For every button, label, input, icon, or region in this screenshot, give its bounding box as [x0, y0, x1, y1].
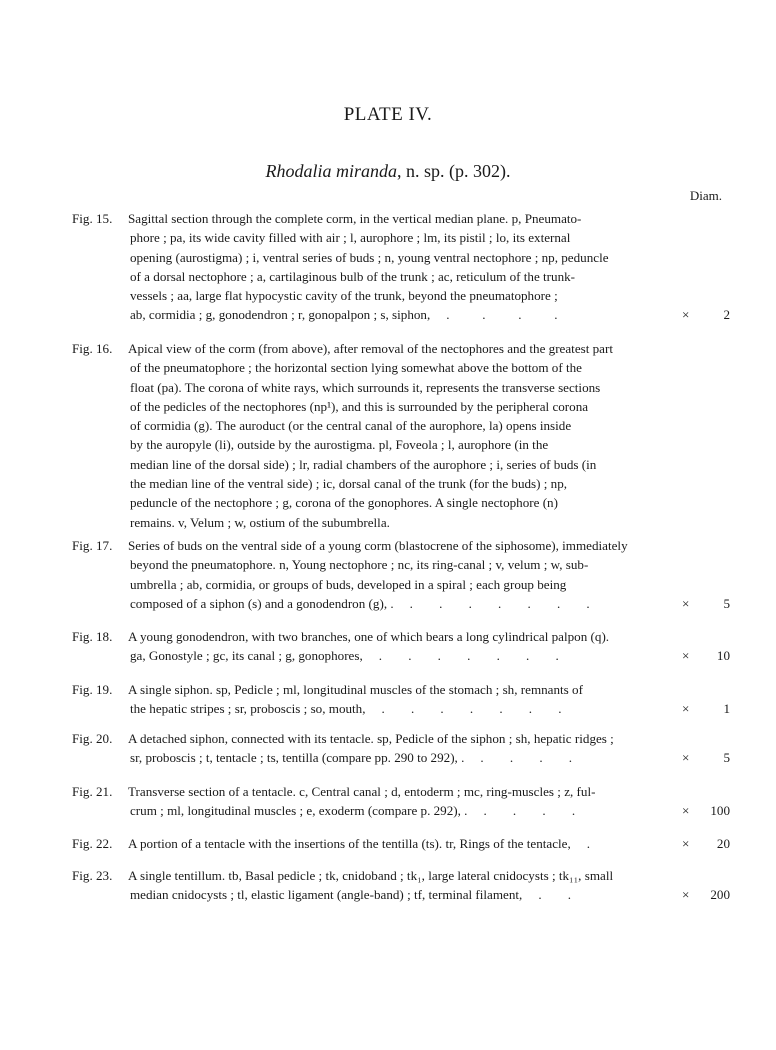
- figure-line: [72, 575, 730, 594]
- figure-line: [72, 378, 730, 397]
- figure-16: [72, 339, 730, 532]
- figure-caption-text: A single siphon. sp, Pedicle ; ml, longitudinal muscles of the stomach ; sh, remnants of: [128, 682, 583, 697]
- figure-caption-text: ga, Gonostyle ; gc, its canal ; g, gonophores,: [130, 648, 363, 664]
- figure-line: [72, 627, 730, 646]
- figure-caption-text: by the auropyle (li), outside by the aurostigma. pl, Foveola ; l, aurophore (in the: [130, 437, 549, 453]
- leader-dots: . . . .: [483, 803, 576, 819]
- magnification-value: 1: [723, 701, 730, 717]
- figure-label: Fig. 17.: [72, 538, 113, 553]
- times-sign: ×: [682, 836, 690, 851]
- figure-23: [72, 866, 730, 905]
- figure-caption-text: of the pedicles of the nectophores (np¹), and this is surrounded by the peripheral corona: [130, 398, 589, 414]
- figure-line: [72, 493, 730, 512]
- magnification: [682, 699, 730, 718]
- figure-line: [72, 536, 730, 555]
- figure-caption-text: A portion of a tentacle with the insertions of the tentilla (ts). tr, Rings of the tentacle,: [128, 836, 571, 851]
- figure-line: [72, 416, 730, 435]
- magnification: [682, 834, 730, 853]
- times-sign: ×: [682, 595, 690, 611]
- magnification-value: 5: [723, 750, 730, 766]
- figure-line: [72, 267, 730, 286]
- figure-caption-text: of cormidia (g). The auroduct (or the central canal of the aurophore, la) opens inside: [130, 418, 572, 434]
- figure-line: [72, 248, 730, 267]
- figure-line: [72, 729, 730, 748]
- figure-label: Fig. 15.: [72, 211, 113, 226]
- leader-dots: . . . .: [446, 307, 558, 323]
- plate-title: PLATE IV.: [343, 104, 433, 125]
- figure-line: [72, 555, 730, 574]
- figure-line: [72, 782, 730, 801]
- figure-line: [72, 748, 730, 767]
- times-sign: ×: [682, 307, 690, 323]
- figure-caption-text: crum ; ml, longitudinal muscles ; e, exoderm (compare p. 292), .: [130, 803, 468, 819]
- magnification: [682, 646, 730, 665]
- figure-line: [72, 209, 730, 228]
- figure-caption-text: Apical view of the corm (from above), after removal of the nectophores and the greatest part: [128, 341, 613, 356]
- figure-caption-text: phore ; pa, its wide cavity filled with air ; l, aurophore ; lm, its pistil ; lo, its external: [130, 230, 571, 246]
- times-sign: ×: [682, 887, 690, 903]
- times-sign: ×: [682, 803, 690, 819]
- figure-line: [72, 801, 730, 820]
- figure-caption-text: of the pneumatophore ; the horizontal section lying somewhat above the bottom of the: [130, 360, 582, 376]
- figure-line: [72, 286, 730, 305]
- figure-caption-text: the hepatic stripes ; sr, proboscis ; so, mouth,: [130, 701, 366, 717]
- magnification-value: 5: [723, 595, 730, 611]
- figure-label: Fig. 22.: [72, 836, 113, 851]
- figure-19: [72, 680, 730, 719]
- magnification-value: 2: [723, 307, 730, 323]
- figure-line: [72, 885, 730, 904]
- figure-line: [72, 397, 730, 416]
- figure-caption-text: peduncle of the nectophore ; g, corona of the gonophores. A single nectophore (n): [130, 495, 558, 511]
- figure-caption-text: median cnidocysts ; tl, elastic ligament (angle-band) ; tf, terminal filament,: [130, 887, 523, 903]
- figure-caption-text: composed of a siphon (s) and a gonodendron (g), .: [130, 595, 394, 611]
- figure-caption-text: Transverse section of a tentacle. c, Central canal ; d, entoderm ; mc, ring-muscles ; z, ful-: [128, 784, 596, 799]
- magnification: [682, 801, 730, 820]
- figure-caption-text: umbrella ; ab, cormidia, or groups of buds, developed in a spiral ; each group being: [130, 576, 567, 592]
- figure-line: [72, 455, 730, 474]
- figure-21: [72, 782, 730, 821]
- figure-label: Fig. 20.: [72, 731, 113, 746]
- figure-line: [72, 646, 730, 665]
- figure-22: [72, 834, 730, 853]
- figure-label: Fig. 16.: [72, 341, 113, 356]
- times-sign: ×: [682, 701, 690, 717]
- magnification-value: 200: [710, 887, 730, 903]
- figure-label: Fig. 23.: [72, 868, 113, 883]
- figure-caption-text: median line of the dorsal side) ; lr, radial chambers of the aurophore ; i, series of buds (in: [130, 456, 597, 472]
- figure-line: [72, 513, 730, 532]
- species-heading: [0, 161, 776, 182]
- figure-17: [72, 536, 730, 613]
- figure-line: [72, 474, 730, 493]
- leader-dots: . . . .: [480, 750, 573, 766]
- figure-line: [72, 228, 730, 247]
- figure-caption-text: Series of buds on the ventral side of a young corm (blastocrene of the siphosome), immediately: [128, 538, 628, 553]
- figure-caption-text: A single tentillum. tb, Basal pedicle ; tk, cnidoband ; tk₁, large lateral cnidocysts ; tk₁₁, small: [128, 868, 614, 883]
- figure-caption-text: A detached siphon, connected with its tentacle. sp, Pedicle of the siphon ; sh, hepatic ridges ;: [128, 731, 614, 746]
- leader-dots: .: [586, 836, 591, 851]
- magnification: [682, 594, 730, 613]
- leader-dots: . . . . . . .: [378, 648, 559, 664]
- figure-caption-text: vessels ; aa, large flat hypocystic cavity of the trunk, beyond the pneumatophore ;: [130, 288, 558, 304]
- figure-line: [72, 594, 730, 613]
- figure-line: [72, 866, 730, 885]
- magnification-value: 100: [710, 803, 730, 819]
- magnification: [682, 885, 730, 904]
- figure-line: [72, 305, 730, 324]
- leader-dots: . .: [538, 887, 572, 903]
- species-rest: , n. sp. (p. 302).: [397, 161, 511, 181]
- times-sign: ×: [682, 750, 690, 766]
- figure-label: Fig. 21.: [72, 784, 113, 799]
- figure-caption-text: the median line of the ventral side) ; ic, dorsal canal of the trunk (for the buds) ; np,: [130, 476, 568, 492]
- figure-caption-text: of a dorsal nectophore ; a, cartilaginous bulb of the trunk ; ac, reticulum of the trunk-: [130, 268, 576, 284]
- figure-caption-text: remains. v, Velum ; w, ostium of the subumbrella.: [130, 514, 390, 530]
- figure-caption-text: A young gonodendron, with two branches, one of which bears a long cylindrical palpon (q).: [128, 629, 610, 644]
- figure-line: [72, 834, 730, 853]
- figure-20: [72, 729, 730, 768]
- figure-caption-text: sr, proboscis ; t, tentacle ; ts, tentilla (compare pp. 290 to 292), .: [130, 750, 465, 766]
- figure-label: Fig. 19.: [72, 682, 113, 697]
- species-name: Rhodalia miranda: [265, 161, 397, 181]
- figure-line: [72, 680, 730, 699]
- figure-caption-text: beyond the pneumatophore. n, Young nectophore ; nc, its ring-canal ; v, velum ; w, sub-: [130, 557, 589, 573]
- figure-18: [72, 627, 730, 666]
- diameter-column-header: Diam.: [689, 188, 722, 203]
- magnification-value: 20: [716, 836, 730, 851]
- times-sign: ×: [682, 648, 690, 664]
- figure-line: [72, 435, 730, 454]
- leader-dots: . . . . . . .: [409, 595, 590, 611]
- magnification: [682, 748, 730, 767]
- figure-line: [72, 699, 730, 718]
- leader-dots: . . . . . . .: [381, 701, 562, 717]
- figure-15: [72, 209, 730, 325]
- figure-caption-text: ab, cormidia ; g, gonodendron ; r, gonopalpon ; s, siphon,: [130, 307, 431, 323]
- figure-line: [72, 339, 730, 358]
- figure-label: Fig. 18.: [72, 629, 113, 644]
- magnification: [682, 305, 730, 324]
- magnification-value: 10: [716, 648, 730, 664]
- figure-caption-text: float (pa). The corona of white rays, which surrounds it, represents the transverse sections: [130, 379, 601, 395]
- figure-caption-text: Sagittal section through the complete corm, in the vertical median plane. p, Pneumato-: [128, 211, 582, 226]
- figure-caption-text: opening (aurostigma) ; i, ventral series of buds ; n, young ventral nectophore ; np, peduncle: [130, 249, 609, 265]
- figure-line: [72, 358, 730, 377]
